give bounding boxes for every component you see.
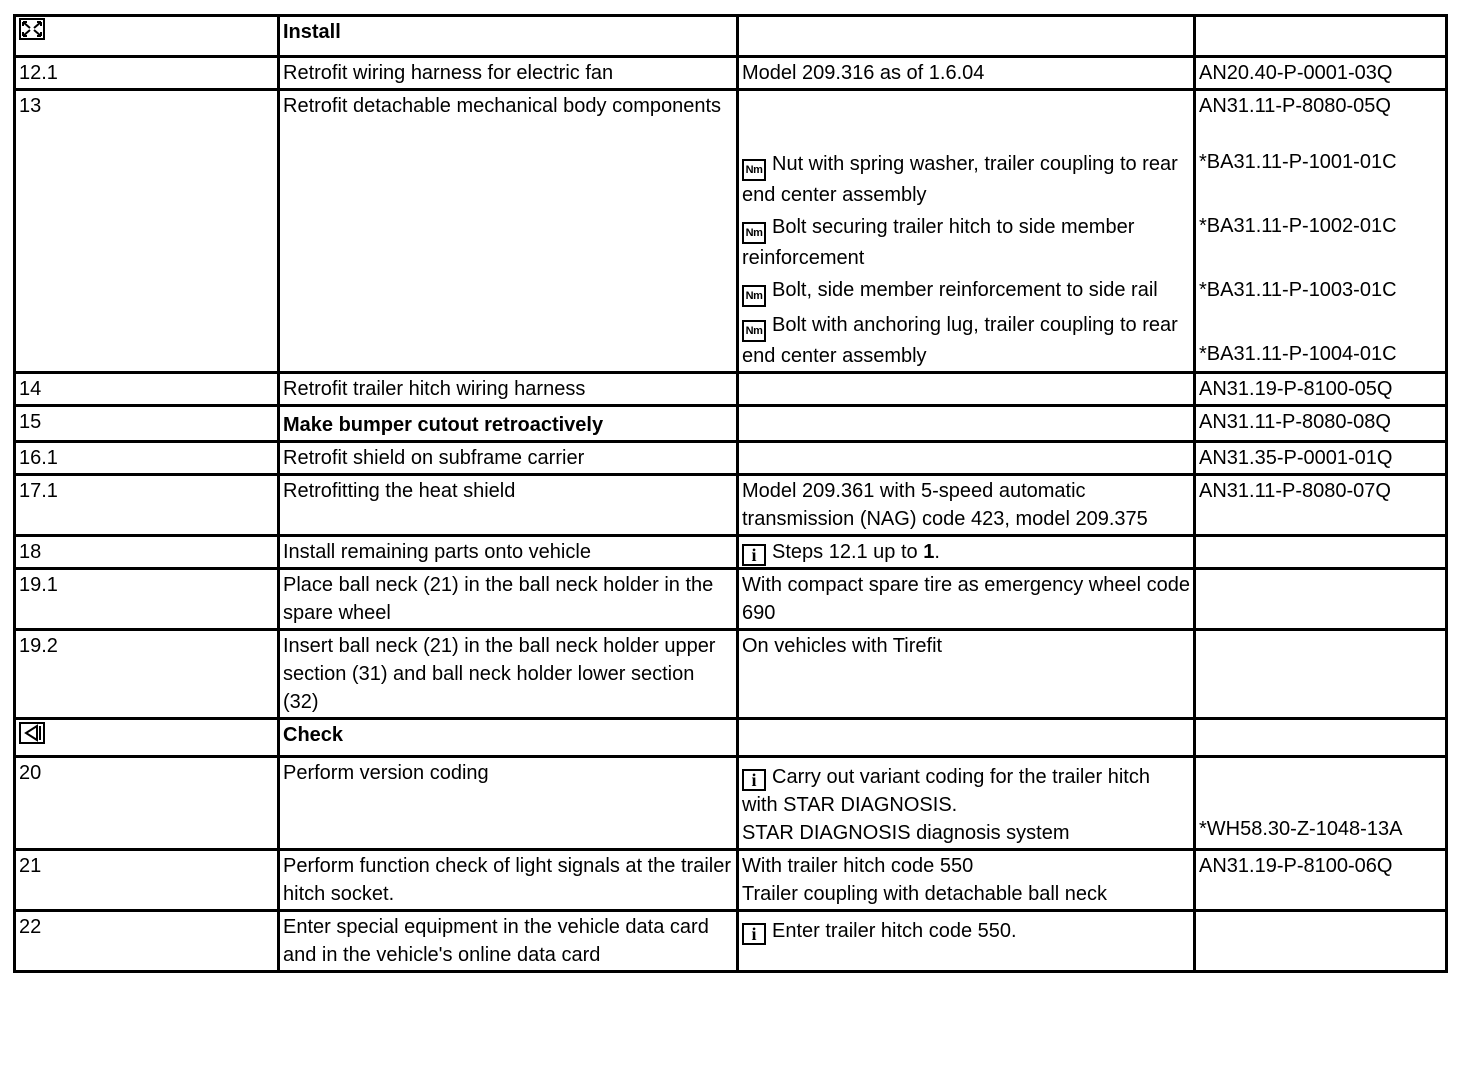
step-note: Model 209.316 as of 1.6.04	[738, 57, 1195, 90]
torque-icon: Nm	[742, 222, 766, 244]
note-punct: .	[934, 541, 940, 563]
step-task: Retrofit shield on subframe carrier	[279, 442, 738, 475]
table-row	[15, 373, 1447, 406]
reference-link[interactable]: AN31.35-P-0001-01Q	[1195, 442, 1447, 475]
table-row	[15, 406, 1447, 442]
torque-icon: Nm	[742, 285, 766, 307]
step-number: 13	[15, 90, 279, 373]
torque-icon: Nm	[742, 320, 766, 342]
procedure-table	[13, 14, 1448, 973]
reference-link[interactable]: *BA31.11-P-1004-01C	[1199, 343, 1397, 365]
step-task: Install remaining parts onto vehicle	[279, 536, 738, 569]
step-number: 20	[15, 757, 279, 850]
table-row	[15, 57, 1447, 90]
info-icon: i	[742, 769, 766, 791]
section-row-install	[15, 16, 1447, 57]
torque-item	[742, 311, 1190, 370]
step-task: Make bumper cutout retroactively	[279, 406, 738, 442]
reference-link[interactable]: AN20.40-P-0001-03Q	[1195, 57, 1447, 90]
table-row	[15, 757, 1447, 850]
reference-link[interactable]: AN31.11-P-8080-08Q	[1195, 406, 1447, 442]
step-task: Perform function check of light signals at the trailer hitch socket.	[279, 850, 738, 911]
reference-link[interactable]: *WH58.30-Z-1048-13A	[1199, 818, 1403, 840]
step-note: With compact spare tire as emergency wheel code 690	[738, 569, 1195, 630]
info-icon: i	[742, 544, 766, 566]
table-row	[15, 850, 1447, 911]
check-icon	[19, 722, 45, 744]
step-task: Enter special equipment in the vehicle data card and in the vehicle's online data card	[279, 911, 738, 972]
step-task: Place ball neck (21) in the ball neck holder in the spare wheel	[279, 569, 738, 630]
reference-link[interactable]: AN31.19-P-8100-05Q	[1195, 373, 1447, 406]
table-row	[15, 475, 1447, 536]
step-number: 16.1	[15, 442, 279, 475]
torque-item	[742, 276, 1190, 307]
reference-link[interactable]: *BA31.11-P-1001-01C	[1199, 151, 1397, 173]
section-icon-cell	[15, 719, 279, 757]
note-text-secondary: Trailer coupling with detachable ball neck	[742, 883, 1108, 905]
step-task: Insert ball neck (21) in the ball neck holder upper section (31) and ball neck holder lower section (32)	[279, 630, 738, 719]
info-icon: i	[742, 923, 766, 945]
reference-link[interactable]: AN31.11-P-8080-05Q	[1199, 95, 1391, 117]
step-number: 14	[15, 373, 279, 406]
section-title: Check	[279, 719, 738, 757]
table-row	[15, 569, 1447, 630]
step-note	[738, 757, 1195, 850]
section-row-check	[15, 719, 1447, 757]
note-step-ref: 1	[923, 541, 935, 563]
step-refs	[1195, 90, 1447, 373]
reference-link[interactable]: AN31.19-P-8100-06Q	[1195, 850, 1447, 911]
note-text: Steps 12.1 up to	[772, 541, 924, 563]
step-number: 15	[15, 406, 279, 442]
step-note: On vehicles with Tirefit	[738, 630, 1195, 719]
torque-text: Bolt securing trailer hitch to side member reinforcement	[742, 216, 1135, 269]
step-note	[738, 536, 1195, 569]
step-number: 18	[15, 536, 279, 569]
torque-item	[742, 150, 1190, 209]
step-refs	[1195, 757, 1447, 850]
reference-link[interactable]: *BA31.11-P-1002-01C	[1199, 215, 1397, 237]
table-row	[15, 442, 1447, 475]
reference-link[interactable]: *BA31.11-P-1003-01C	[1199, 279, 1397, 301]
torque-text: Bolt with anchoring lug, trailer coupling to rear end center assembly	[742, 314, 1178, 367]
step-number: 19.1	[15, 569, 279, 630]
step-number: 17.1	[15, 475, 279, 536]
torque-text: Bolt, side member reinforcement to side rail	[772, 279, 1158, 301]
reference-link[interactable]: AN31.11-P-8080-07Q	[1195, 475, 1447, 536]
step-number: 21	[15, 850, 279, 911]
table-row	[15, 536, 1447, 569]
step-note	[738, 911, 1195, 972]
note-text: Enter trailer hitch code 550.	[772, 920, 1017, 942]
torque-text: Nut with spring washer, trailer coupling to rear end center assembly	[742, 153, 1178, 206]
step-task: Retrofit detachable mechanical body components	[279, 90, 738, 373]
note-text: Carry out variant coding for the trailer hitch with STAR DIAGNOSIS.	[742, 766, 1150, 816]
note-text-secondary: STAR DIAGNOSIS diagnosis system	[742, 822, 1070, 844]
note-text: With trailer hitch code 550	[742, 855, 974, 877]
step-number: 22	[15, 911, 279, 972]
section-icon-cell	[15, 16, 279, 57]
step-number: 12.1	[15, 57, 279, 90]
step-note	[738, 90, 1195, 373]
section-title: Install	[279, 16, 738, 57]
step-task: Perform version coding	[279, 757, 738, 850]
table-row	[15, 630, 1447, 719]
install-icon	[19, 18, 45, 40]
step-task: Retrofit trailer hitch wiring harness	[279, 373, 738, 406]
table-row	[15, 90, 1447, 373]
step-task: Retrofit wiring harness for electric fan	[279, 57, 738, 90]
step-number: 19.2	[15, 630, 279, 719]
step-note	[738, 850, 1195, 911]
step-task: Retrofitting the heat shield	[279, 475, 738, 536]
torque-icon: Nm	[742, 159, 766, 181]
torque-item	[742, 213, 1190, 272]
step-note: Model 209.361 with 5-speed automatic transmission (NAG) code 423, model 209.375	[738, 475, 1195, 536]
table-row	[15, 911, 1447, 972]
